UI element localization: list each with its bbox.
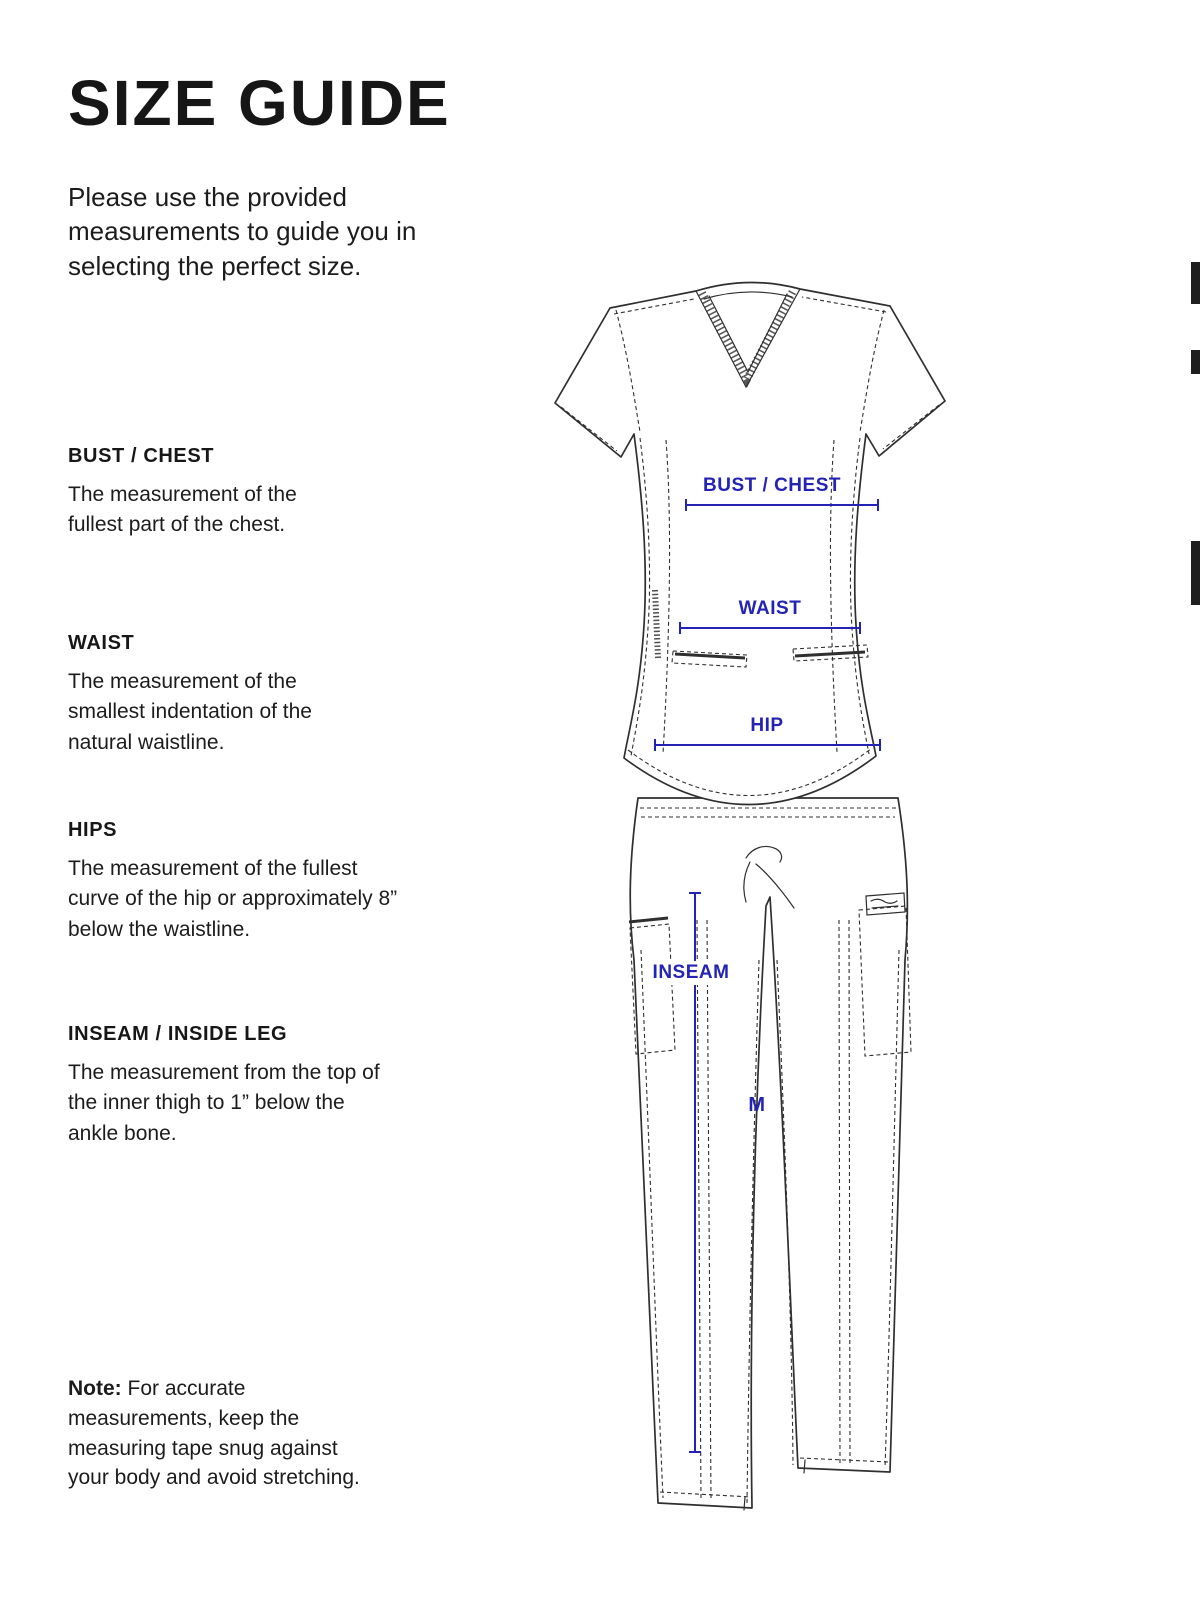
size-diagram bbox=[500, 260, 1020, 1560]
page-title: SIZE GUIDE bbox=[68, 67, 451, 139]
size-tag-label: M bbox=[748, 1094, 766, 1116]
section-body: The measurement of the smallest indentation of the natural waistline. bbox=[68, 670, 312, 754]
section-body: The measurement from the top of the inner thigh to 1” below the ankle bone. bbox=[68, 1061, 380, 1145]
section-heading: INSEAM / INSIDE LEG bbox=[68, 1023, 288, 1045]
waist-measure-label: WAIST bbox=[738, 598, 802, 619]
section-heading: WAIST bbox=[68, 632, 135, 654]
edge-crop-mark bbox=[1191, 262, 1200, 304]
section-heading: BUST / CHEST bbox=[68, 445, 215, 467]
section-heading: HIPS bbox=[68, 819, 118, 841]
scrub-pants-drawing bbox=[629, 798, 911, 1510]
section-body: The measurement of the fullest part of the chest. bbox=[68, 483, 297, 537]
inseam-measure-label: INSEAM bbox=[652, 962, 730, 983]
intro-text: Please use the provided measurements to guide you in selecting the perfect size. bbox=[68, 182, 417, 281]
edge-crop-mark bbox=[1191, 541, 1200, 605]
note-text bbox=[68, 1374, 383, 1493]
section-hips bbox=[68, 819, 413, 945]
section-body: The measurement of the fullest curve of the hip or approximately 8” below the waistline. bbox=[68, 857, 398, 941]
section-bust-chest bbox=[68, 445, 348, 541]
hip-measure-label: HIP bbox=[750, 715, 784, 736]
note-label: Note: bbox=[68, 1377, 122, 1400]
section-waist bbox=[68, 632, 353, 758]
section-inseam bbox=[68, 1023, 383, 1149]
note-body: For accurate measurements, keep the measuring tape snug against your body and avoid stretching. bbox=[68, 1377, 360, 1490]
edge-crop-mark bbox=[1191, 350, 1200, 374]
bust-measure-label: BUST / CHEST bbox=[703, 475, 841, 496]
